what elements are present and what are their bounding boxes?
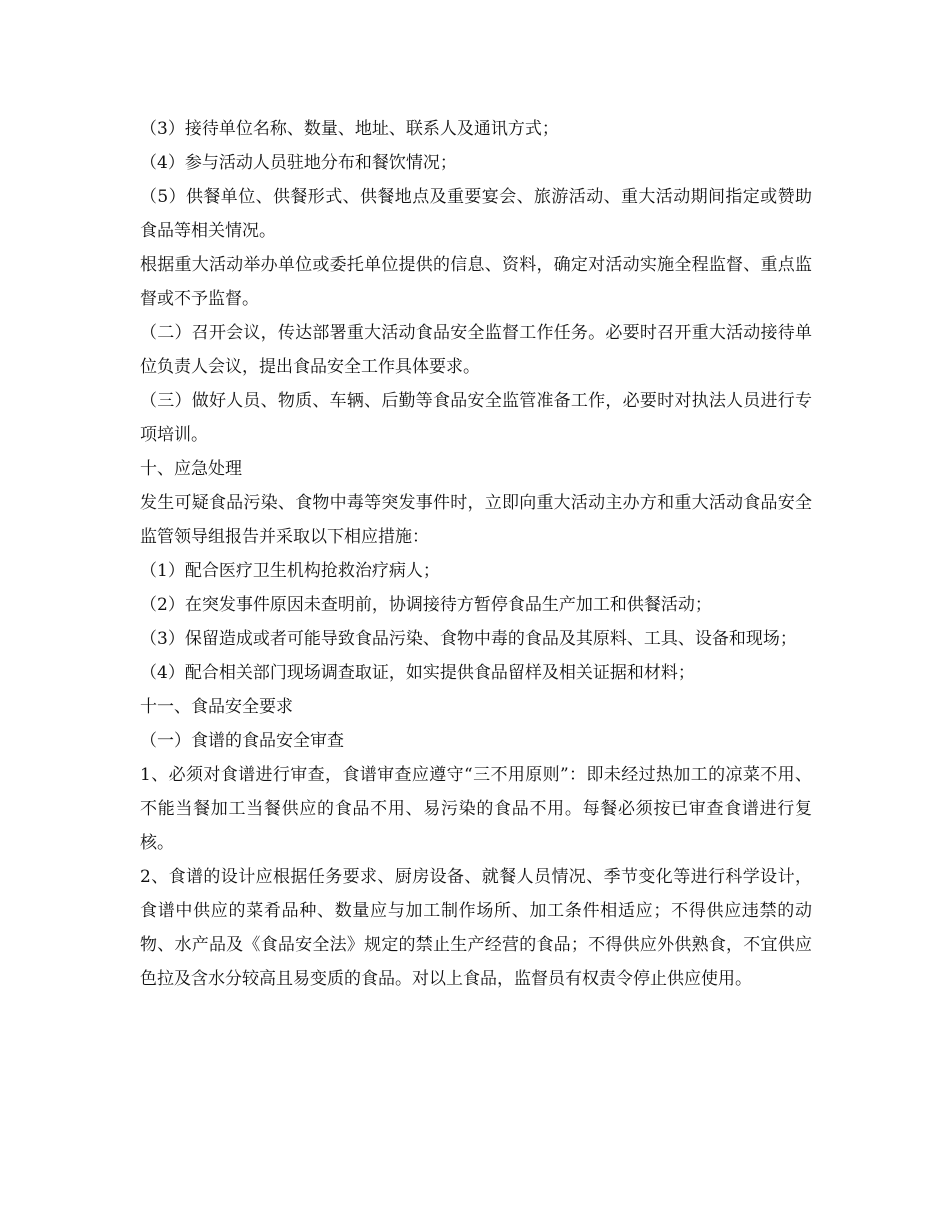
paragraph: （3）保留造成或者可能导致食品污染、食物中毒的食品及其原料、工具、设备和现场； (140, 629, 797, 649)
paragraph: （3）接待单位名称、数量、地址、联系人及通讯方式； (140, 119, 559, 139)
paragraph: （5）供餐单位、供餐形式、供餐地点及重要宴会、旅游活动、重大活动期间指定或赞助食品等相关情况。 (140, 187, 812, 241)
paragraph: 根据重大活动举办单位或委托单位提供的信息、资料，确定对活动实施全程监督、重点监督或不予监督。 (140, 255, 812, 309)
paragraph: （1）配合医疗卫生机构抢救治疗病人； (140, 561, 440, 581)
paragraph: 2、食谱的设计应根据任务要求、厨房设备、就餐人员情况、季节变化等进行科学设计，食谱中供应的菜肴品种、数量应与加工制作场所、加工条件相适应；不得供应违禁的动物、水产品及《食品安全法》规定的禁止生产经营的食品；不得供应外供熟食，不宜供应色拉及含水分较高且易变质的食品。对以上食品，监督员有权责令停止供应使用。 (140, 867, 812, 989)
subsection-heading: （一）食谱的食品安全审查 (140, 731, 344, 751)
document-body (140, 112, 812, 996)
paragraph: （三）做好人员、物质、车辆、后勤等食品安全监管准备工作，必要时对执法人员进行专项培训。 (140, 391, 812, 445)
paragraph: （4）参与活动人员驻地分布和餐饮情况； (140, 153, 457, 173)
paragraph: （二）召开会议，传达部署重大活动食品安全监督工作任务。必要时召开重大活动接待单位负责人会议，提出食品安全工作具体要求。 (140, 323, 812, 377)
paragraph: 1、必须对食谱进行审查，食谱审查应遵守“三不用原则”：即未经过热加工的凉菜不用、不能当餐加工当餐供应的食品不用、易污染的食品不用。每餐必须按已审查食谱进行复核。 (140, 765, 812, 853)
paragraph: （2）在突发事件原因未查明前，协调接待方暂停食品生产加工和供餐活动； (140, 595, 712, 615)
section-heading: 十、应急处理 (140, 459, 242, 479)
paragraph: （4）配合相关部门现场调查取证，如实提供食品留样及相关证据和材料； (140, 663, 695, 683)
section-heading: 十一、食品安全要求 (140, 697, 293, 717)
paragraph: 发生可疑食品污染、食物中毒等突发事件时，立即向重大活动主办方和重大活动食品安全监管领导组报告并采取以下相应措施： (140, 493, 812, 547)
